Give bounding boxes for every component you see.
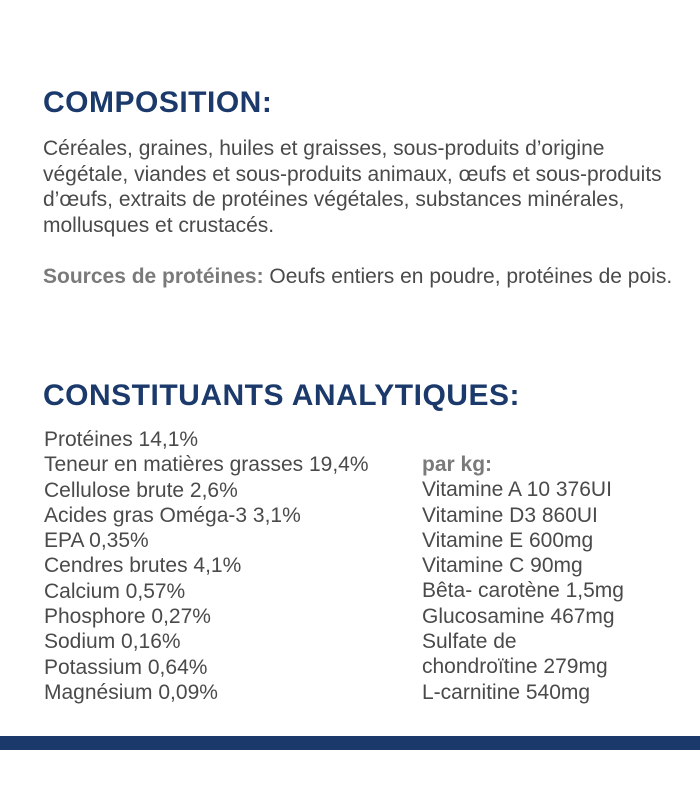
additive-item: Vitamine D3 860UI <box>422 503 598 527</box>
analytic-item: Phosphore 0,27% <box>44 605 211 629</box>
composition-text: Céréales, graines, huiles et graisses, sous-produits d’origine végétale, viandes et sous-produits animaux, œufs et sous-produits d’œufs, extraits de protéines végétales, substances minérales, mollusques et crustacés. <box>43 137 662 237</box>
analytic-item: Sodium 0,16% <box>44 630 181 654</box>
analytic-item: Acides gras Oméga-3 3,1% <box>44 503 301 527</box>
additive-item: Bêta- carotène 1,5mg <box>422 579 624 603</box>
analytics-right-column <box>422 452 624 705</box>
analytic-item: Cendres brutes 4,1% <box>44 554 242 578</box>
additive-item: Vitamine A 10 376UI <box>422 478 612 502</box>
additive-item: Vitamine E 600mg <box>422 528 594 552</box>
analytics-left-column <box>44 427 369 705</box>
analytic-item: Cellulose brute 2,6% <box>44 478 238 502</box>
composition-title: COMPOSITION: <box>43 86 273 119</box>
protein-sources-value: Oeufs entiers en poudre, protéines de pois. <box>263 265 673 288</box>
analytic-item: Teneur en matières grasses 19,4% <box>44 453 369 477</box>
additive-item: L-carnitine 540mg <box>422 680 591 704</box>
protein-sources-label: Sources de protéines: <box>43 265 264 288</box>
footer-bar <box>0 736 700 750</box>
additive-item: Vitamine C 90mg <box>422 554 583 578</box>
per-kg-heading: par kg: <box>422 453 493 476</box>
analytic-item: Potassium 0,64% <box>44 655 208 679</box>
analytics-title: CONSTITUANTS ANALYTIQUES: <box>43 379 520 412</box>
analytic-item: Magnésium 0,09% <box>44 680 218 704</box>
additive-item: chondroïtine 279mg <box>422 655 608 679</box>
additive-item: Glucosamine 467mg <box>422 604 615 628</box>
protein-sources <box>43 264 673 290</box>
additive-item: Sulfate de <box>422 630 517 654</box>
analytic-item: Calcium 0,57% <box>44 579 186 603</box>
analytic-item: EPA 0,35% <box>44 529 149 553</box>
analytic-item: Protéines 14,1% <box>44 428 199 451</box>
